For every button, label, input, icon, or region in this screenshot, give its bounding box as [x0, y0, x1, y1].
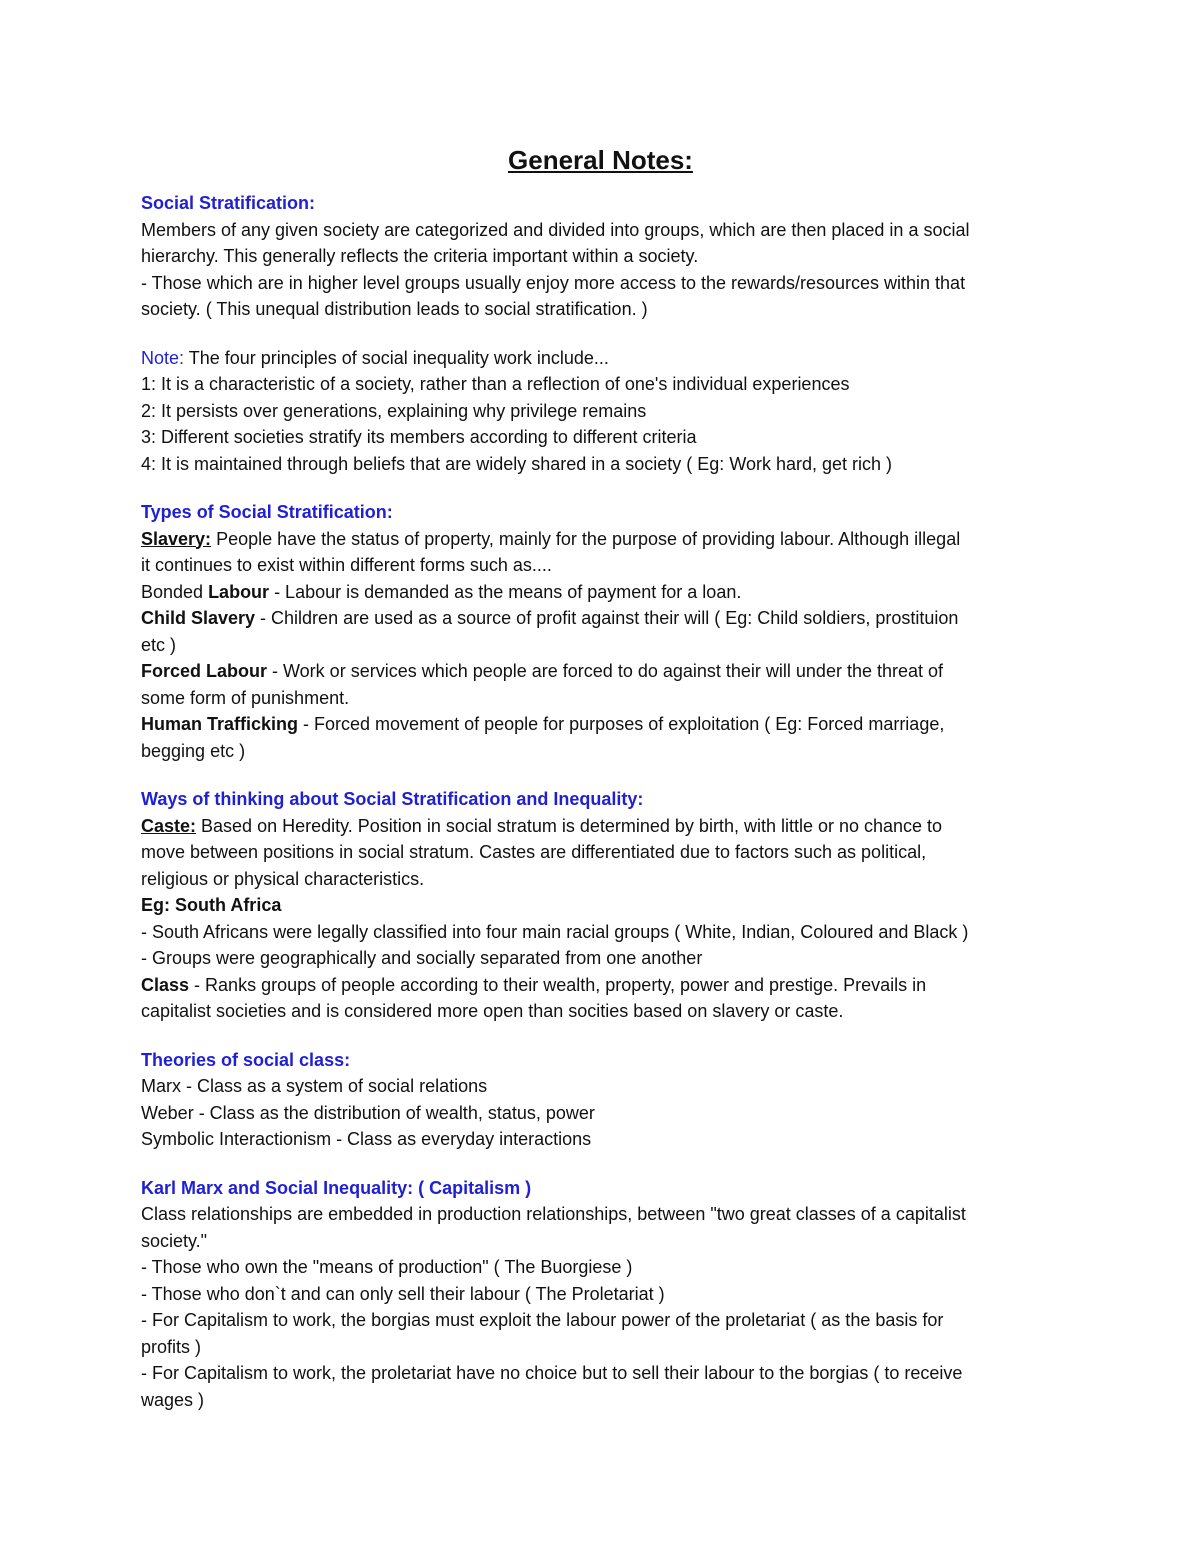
- term-human-trafficking: Human Trafficking: [141, 714, 299, 734]
- paragraph-line: move between positions in social stratum. Castes are differentiated due to factors such as political,: [141, 842, 927, 862]
- section-heading: Ways of thinking about Social Stratification and Inequality:: [141, 789, 644, 809]
- spacer: [141, 1025, 1060, 1047]
- slavery-definition: [141, 526, 1060, 553]
- paragraph-line: profits ): [141, 1336, 202, 1357]
- section-heading: Types of Social Stratification:: [141, 502, 393, 522]
- class-definition: [141, 972, 1060, 999]
- definition-text: - Work or services which people are forced to do against their will under the threat of: [267, 661, 944, 681]
- paragraph-line: society.": [141, 1230, 208, 1251]
- paragraph-line: - Those who own the "means of production" ( The Buorgiese ): [141, 1257, 633, 1277]
- definition-text: - Children are used as a source of profit against their will ( Eg: Child soldiers, prostituion: [255, 608, 959, 628]
- paragraph-line: some form of punishment.: [141, 687, 350, 708]
- principle-item: 2: It persists over generations, explaining why privilege remains: [141, 400, 647, 421]
- paragraph-line: society. ( This unequal distribution leads to social stratification. ): [141, 299, 648, 319]
- paragraph-line: hierarchy. This generally reflects the criteria important within a society.: [141, 246, 699, 266]
- principle-item: 3: Different societies stratify its members according to different criteria: [141, 427, 697, 447]
- section-note: [141, 345, 1060, 478]
- section-heading: Theories of social class:: [141, 1049, 351, 1070]
- section-ways-of-thinking: [141, 786, 1060, 1025]
- term-labour: Labour: [201, 661, 268, 681]
- note-intro-text: The four principles of social inequality work include...: [184, 347, 609, 368]
- section-social-stratification: [141, 190, 1060, 323]
- theory-item: Weber - Class as the distribution of wealth, status, power: [141, 1102, 595, 1123]
- principle-item: 4: It is maintained through beliefs that are widely shared in a society ( Eg: Work hard, get rich ): [141, 453, 893, 474]
- section-heading: Karl Marx and Social Inequality: ( Capitalism ): [141, 1177, 532, 1198]
- paragraph-line: - For Capitalism to work, the borgias must exploit the labour power of the proletariat ( as the basis for: [141, 1310, 944, 1330]
- caste-definition: [141, 813, 1060, 840]
- paragraph-line: wages ): [141, 1389, 205, 1410]
- section-heading: Social Stratification:: [141, 193, 316, 213]
- spacer: [141, 1153, 1060, 1175]
- child-slavery-definition: [141, 605, 1060, 632]
- theory-item: Symbolic Interactionism - Class as everyday interactions: [141, 1129, 592, 1149]
- note-intro: [141, 345, 1060, 372]
- term-bonded: Bonded: [141, 581, 204, 602]
- term-forced: Forced: [141, 661, 202, 681]
- note-label: Note:: [141, 347, 185, 368]
- spacer: [141, 764, 1060, 786]
- section-karl-marx: [141, 1175, 1060, 1414]
- example-label: Eg: South Africa: [141, 895, 282, 915]
- definition-text: - Labour is demanded as the means of payment for a loan.: [269, 581, 742, 602]
- principle-item: 1: It is a characteristic of a society, rather than a reflection of one's individual experiences: [141, 374, 850, 394]
- paragraph-line: Class relationships are embedded in production relationships, between "two great classes of a capitalist: [141, 1204, 966, 1224]
- paragraph-line: religious or physical characteristics.: [141, 868, 425, 889]
- paragraph-line: it continues to exist within different forms such as....: [141, 555, 552, 575]
- section-theories: [141, 1047, 1060, 1153]
- section-types: [141, 499, 1060, 764]
- paragraph-line: - Groups were geographically and socially separated from one another: [141, 948, 703, 968]
- paragraph-line: - South Africans were legally classified into four main racial groups ( White, Indian, Coloured and Black ): [141, 921, 969, 942]
- definition-text: Based on Heredity. Position in social stratum is determined by birth, with little or no chance to: [196, 815, 943, 836]
- spacer: [141, 477, 1060, 499]
- human-trafficking-definition: [141, 711, 1060, 738]
- forced-labour-definition: [141, 658, 1060, 685]
- paragraph-line: - For Capitalism to work, the proletariat have no choice but to sell their labour to the borgias ( to receive: [141, 1363, 963, 1383]
- term-class: Class: [141, 974, 190, 995]
- paragraph-line: etc ): [141, 634, 177, 655]
- spacer: [141, 323, 1060, 345]
- definition-text: - Ranks groups of people according to their wealth, property, power and prestige. Prevails in: [189, 974, 927, 995]
- paragraph-line: - Those which are in higher level groups usually enjoy more access to the rewards/resources within that: [141, 272, 966, 293]
- bonded-labour-definition: [141, 579, 1060, 606]
- definition-text: People have the status of property, mainly for the purpose of providing labour. Although illegal: [211, 528, 961, 549]
- paragraph-line: capitalist societies and is considered more open than socities based on slavery or caste.: [141, 1001, 844, 1021]
- term-slavery: Slavery:: [141, 528, 212, 549]
- theory-item: Marx - Class as a system of social relations: [141, 1076, 488, 1096]
- paragraph-line: begging etc ): [141, 740, 246, 761]
- paragraph-line: Members of any given society are categorized and divided into groups, which are then placed in a social: [141, 219, 970, 240]
- term-caste: Caste:: [141, 815, 197, 836]
- term-child-slavery: Child Slavery: [141, 608, 256, 628]
- definition-text: - Forced movement of people for purposes of exploitation ( Eg: Forced marriage,: [298, 714, 945, 734]
- term-labour: Labour: [203, 581, 270, 602]
- document-title: General Notes:: [508, 145, 693, 175]
- paragraph-line: - Those who don`t and can only sell their labour ( The Proletariat ): [141, 1283, 665, 1304]
